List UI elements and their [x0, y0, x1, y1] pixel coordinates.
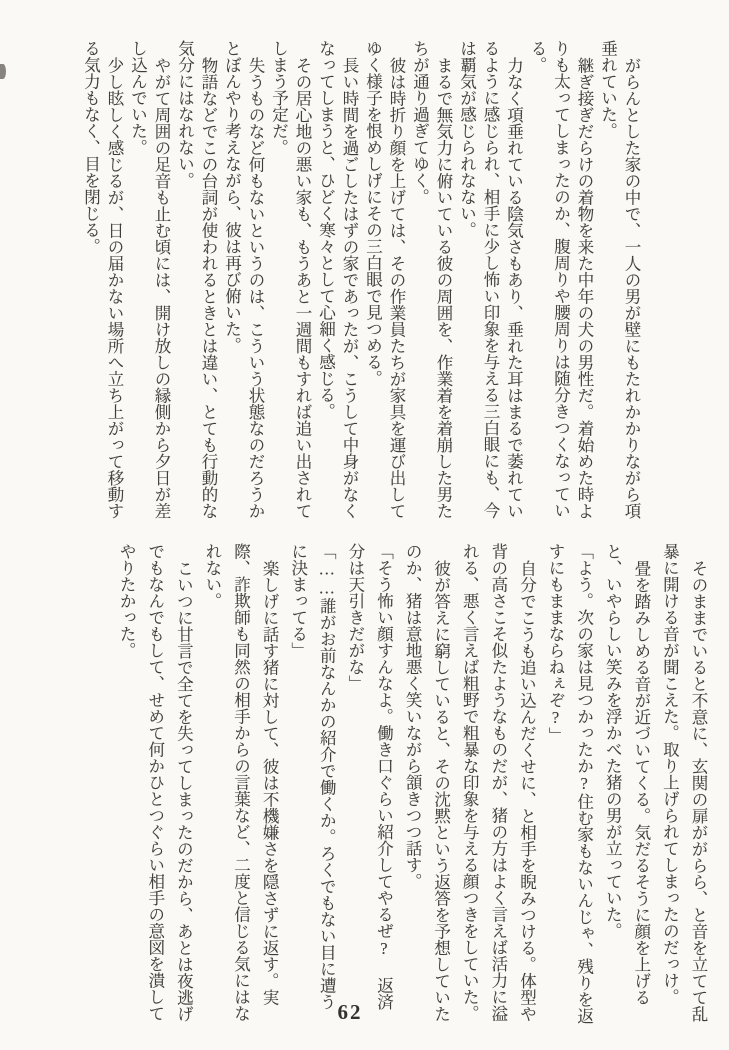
paragraph: 物語などでこの台詞が使われるときとは違い、とても行動的な気分にはなれない。 — [175, 40, 218, 519]
text-block-top — [79, 40, 643, 522]
paragraph: やがて周囲の足音も止む頃には、開け放しの縁側から夕日が差し込んでいた。 — [128, 40, 171, 519]
paragraph: 少し眩しく感じるが、日の届かない場所へ立ち上がって移動する気力もなく、目を閉じる。 — [81, 40, 124, 519]
paragraph: 畳を踏みしめる音が近づいてくる。気だるそうに顔を上げると、いやらしい笑みを浮かべた猪の男が立っていた。 — [603, 543, 651, 1005]
paragraph: まるで無気力に俯いている彼の周囲を、作業着を着崩した男たちが通り過ぎてゆく。 — [410, 40, 453, 519]
paragraph: がらんとした家の中で、一人の男が壁にもたれかかりながら項垂れていた。 — [598, 40, 641, 519]
paragraph: 力なく項垂れている陰気さもあり、垂れた耳はまるで萎れているように感じられ、相手に少し怖い印象を与える三白眼にも、今は覇気が感じられなない。 — [457, 40, 524, 519]
page-number: 62 — [337, 1000, 363, 1024]
paragraph: 楽しげに話す猪に対して、彼は不機嫌さを隠さずに返す。実際、詐欺師も同然の相手からの言葉など、二度と信じる気にはなれない。 — [202, 543, 280, 1022]
paragraph: 彼が答えに窮していると、その沈黙という返答を予想していたのか、猪は意地悪く笑いながら頷きつつ話す。 — [403, 543, 451, 1022]
paragraph: こいつに甘言で全てを失ってしまったのだから、あとは夜逃げでもなんでもして、せめて何かひとつぐらい相手の意図を潰してやりたかった。 — [117, 543, 194, 1022]
dialogue-paragraph: 「そう怖い顔すんなよ。働き口ぐらい紹介してやるぜ? 返済分は天引きだがな」 — [345, 543, 394, 1010]
paragraph: 失うものなど何もないというのは、こういう状態なのだろうかとぼんやり考えながら、彼は再び俯いた。 — [222, 40, 265, 519]
paragraph: 彼は時折り顔を上げては、その作業員たちが家具を運び出してゆく様子を恨めしげにその三白眼で見つめる。 — [363, 40, 406, 519]
paragraph: 継ぎ接ぎだらけの着物を来た中年の犬の男性だ。着始めた時よりも太ってしまったのか、腹周りや腰周りは随分きつくなっている。 — [528, 40, 594, 519]
scan-artifact-mark — [0, 64, 6, 79]
dialogue-paragraph: 「よう。次の家は見つかったか?住む家もないんじゃ、残りを返すにもままならねぇぞ?」 — [546, 543, 594, 1024]
paragraph: 長い時間を過ごしたはずの家であったが、こうして中身がなくなってしまうと、ひどく寒々として心細く感じる。 — [316, 40, 359, 519]
paragraph: そのままでいると不意に、玄関の扉ががらら、と音を立てて乱暴に開ける音が聞こえた。取り上げられてしまったのだっけ。 — [660, 543, 708, 1022]
paragraph: その居心地の悪い家も、もうあと一週間もすれば追い出されてしまう予定だ。 — [269, 40, 312, 519]
dialogue-paragraph: 「……誰がお前なんかの紹介で働くか。ろくでもない目に遭うに決まってる」 — [288, 543, 337, 1010]
paragraph: 自分でこうも追い込んだくせに、と相手を睨みつける。体型や背の高さこそ似たようなものだが、猪の方はよく言えば活力に溢れる、悪く言えば粗野で粗暴な印象を与える顔つきをしていた。 — [460, 543, 537, 1022]
text-block-bottom — [82, 543, 712, 1025]
